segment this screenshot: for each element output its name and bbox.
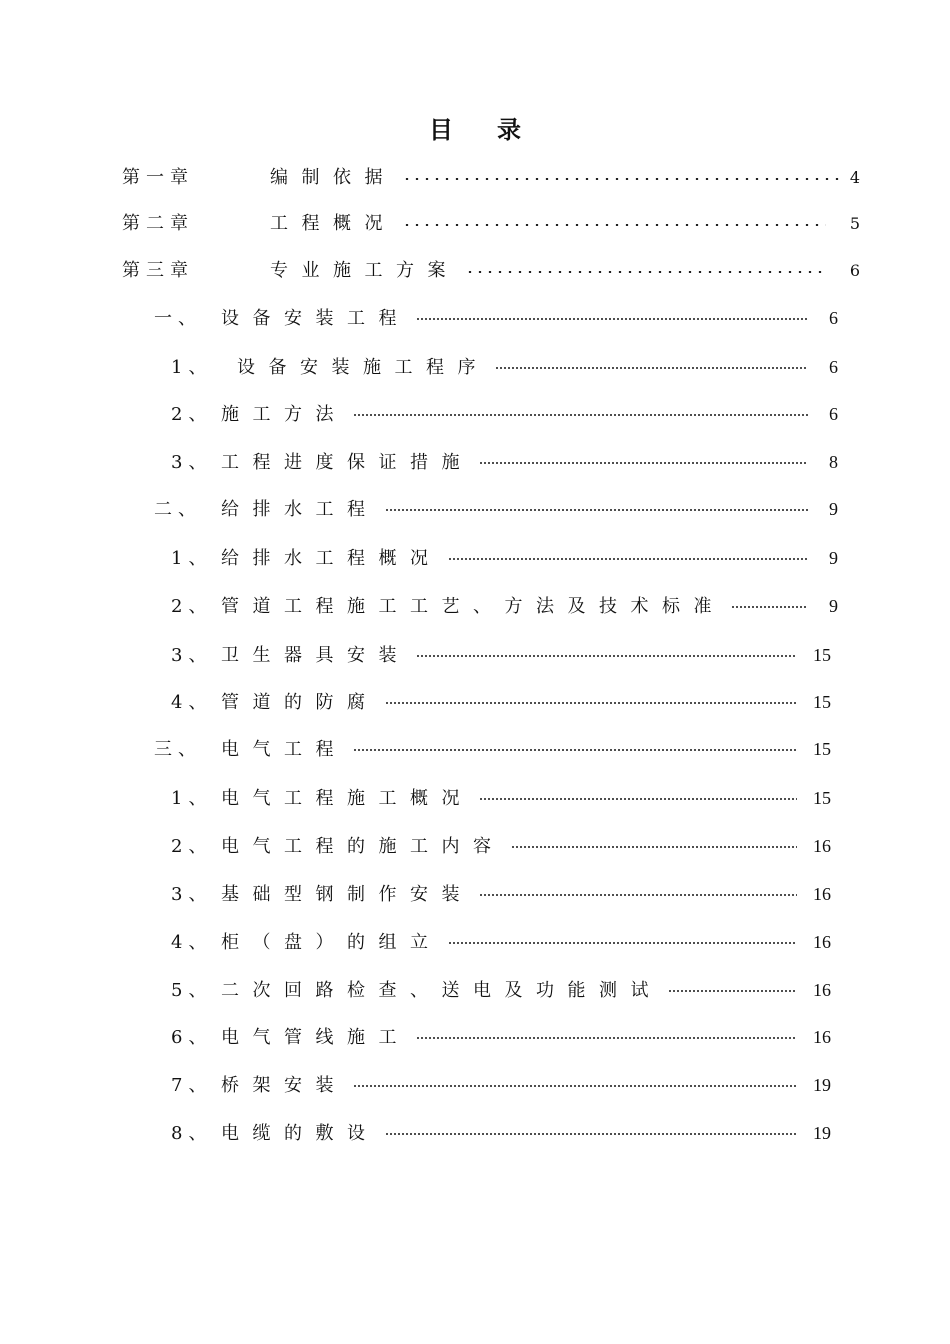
toc-entry-number: 1、 (171, 548, 213, 569)
toc-entry[interactable] (171, 1022, 831, 1052)
toc-entry-title: 施工方法 (221, 404, 347, 425)
toc-page-number: 15 (813, 788, 831, 808)
toc-leader-dots (511, 843, 798, 849)
toc-chapter-title: 工程概况 (270, 213, 396, 234)
toc-entry-title: 电气工程的施工内容 (221, 836, 505, 857)
toc-page-number: 8 (829, 452, 838, 472)
toc-title: 目录 (429, 115, 565, 144)
toc-page-number: 5 (849, 214, 860, 233)
toc-page-number: 16 (813, 980, 831, 1000)
toc-entry-title: 柜（盘）的组立 (221, 932, 442, 953)
toc-page-number: 16 (813, 884, 831, 904)
toc-entry[interactable] (154, 494, 838, 524)
toc-entry-title: 管道的防腐 (221, 692, 379, 713)
toc-entry[interactable] (171, 879, 831, 909)
toc-entry-number: 2、 (171, 596, 213, 617)
toc-entry[interactable] (171, 783, 831, 813)
toc-entry[interactable] (154, 734, 831, 764)
toc-entry[interactable] (171, 591, 838, 621)
toc-leader-dots (731, 603, 808, 609)
toc-page-number: 15 (813, 692, 831, 712)
toc-page-number: 15 (813, 739, 831, 759)
toc-entry[interactable] (171, 975, 831, 1005)
toc-entry-title: 电缆的敷设 (221, 1123, 379, 1144)
toc-entry-number: 2、 (171, 404, 213, 425)
toc-entry-number: 4、 (171, 932, 213, 953)
toc-chapter-1[interactable] (122, 163, 860, 193)
toc-entry-number: 6、 (171, 1027, 213, 1048)
toc-entry[interactable] (171, 543, 838, 573)
toc-page-number: 9 (829, 548, 838, 568)
toc-entry-title: 二次回路检查、送电及功能测试 (221, 980, 662, 1001)
toc-leader-dots (402, 221, 826, 227)
toc-chapter-title: 编制依据 (270, 167, 396, 188)
toc-leader-dots (385, 506, 809, 512)
toc-leader-dots (353, 1082, 797, 1088)
toc-leader-dots (385, 699, 798, 705)
toc-entry[interactable] (171, 399, 838, 429)
toc-entry[interactable] (171, 1118, 831, 1148)
toc-entry-number: 5、 (171, 980, 213, 1001)
toc-entry-number: 3、 (171, 884, 213, 905)
toc-leader-dots (353, 411, 808, 417)
toc-page-number: 19 (813, 1123, 831, 1143)
toc-leader-dots (402, 175, 840, 181)
toc-entry-number: 1、 (171, 357, 213, 378)
toc-entry-title: 卫生器具安装 (221, 645, 410, 666)
toc-page-number: 6 (829, 357, 838, 377)
toc-entry-number: 1、 (171, 788, 213, 809)
toc-leader-dots (385, 1130, 798, 1136)
toc-entry-title: 管道工程施工工艺、方法及技术标准 (221, 596, 725, 617)
toc-entry-title: 电气工程 (221, 739, 347, 760)
toc-entry-number: 3、 (171, 452, 213, 473)
toc-entry[interactable] (171, 1070, 831, 1100)
toc-chapter-number: 第三章 (122, 260, 194, 281)
toc-chapter-2[interactable] (122, 209, 860, 239)
toc-page-number: 9 (829, 596, 838, 616)
toc-entry-number: 4、 (171, 692, 213, 713)
toc-page-number: 6 (829, 404, 838, 424)
toc-entry[interactable] (171, 447, 838, 477)
toc-entry-number: 一、 (154, 308, 202, 329)
toc-chapter-number: 第二章 (122, 213, 194, 234)
toc-leader-dots (416, 1034, 797, 1040)
toc-entry-number: 三、 (154, 739, 202, 760)
toc-chapter-number: 第一章 (122, 167, 194, 188)
toc-leader-dots (353, 746, 797, 752)
toc-entry[interactable] (171, 640, 831, 670)
toc-leader-dots (448, 939, 798, 945)
toc-entry[interactable] (171, 927, 831, 957)
toc-entry-title: 给排水工程概况 (221, 548, 442, 569)
toc-page-number: 16 (813, 1027, 831, 1047)
toc-entry[interactable] (171, 687, 831, 717)
toc-page-number: 9 (829, 499, 838, 519)
toc-leader-dots (416, 315, 808, 321)
toc-entry-number: 3、 (171, 645, 213, 666)
toc-entry[interactable] (154, 303, 838, 333)
toc-entry-title: 电气工程施工概况 (221, 788, 473, 809)
toc-page-number: 16 (813, 932, 831, 952)
toc-page-number: 15 (813, 645, 831, 665)
toc-entry[interactable] (171, 352, 838, 382)
toc-leader-dots (479, 459, 808, 465)
toc-page-number: 19 (813, 1075, 831, 1095)
toc-entry-title: 基础型钢制作安装 (221, 884, 473, 905)
toc-leader-dots (448, 555, 809, 561)
toc-entry-title: 桥架安装 (221, 1075, 347, 1096)
toc-chapter-title: 专业施工方案 (270, 260, 459, 281)
toc-entry-title: 给排水工程 (221, 499, 379, 520)
toc-leader-dots (465, 268, 826, 274)
toc-page-number: 6 (849, 261, 860, 280)
toc-page-number: 6 (829, 308, 838, 328)
toc-page-number: 4 (849, 168, 860, 187)
toc-entry[interactable] (171, 831, 831, 861)
toc-chapter-3[interactable] (122, 256, 860, 286)
toc-entry-title: 工程进度保证措施 (221, 452, 473, 473)
toc-leader-dots (479, 795, 797, 801)
toc-entry-title: 电气管线施工 (221, 1027, 410, 1048)
toc-entry-number: 二、 (154, 499, 202, 520)
toc-leader-dots (668, 987, 797, 993)
toc-entry-number: 2、 (171, 836, 213, 857)
toc-entry-title: 设备安装工程 (221, 308, 410, 329)
toc-entry-title: 设备安装施工程序 (237, 357, 489, 378)
toc-leader-dots (479, 891, 797, 897)
toc-leader-dots (416, 652, 797, 658)
toc-page-number: 16 (813, 836, 831, 856)
toc-entry-number: 8、 (171, 1123, 213, 1144)
toc-leader-dots (495, 364, 808, 370)
toc-entry-number: 7、 (171, 1075, 213, 1096)
